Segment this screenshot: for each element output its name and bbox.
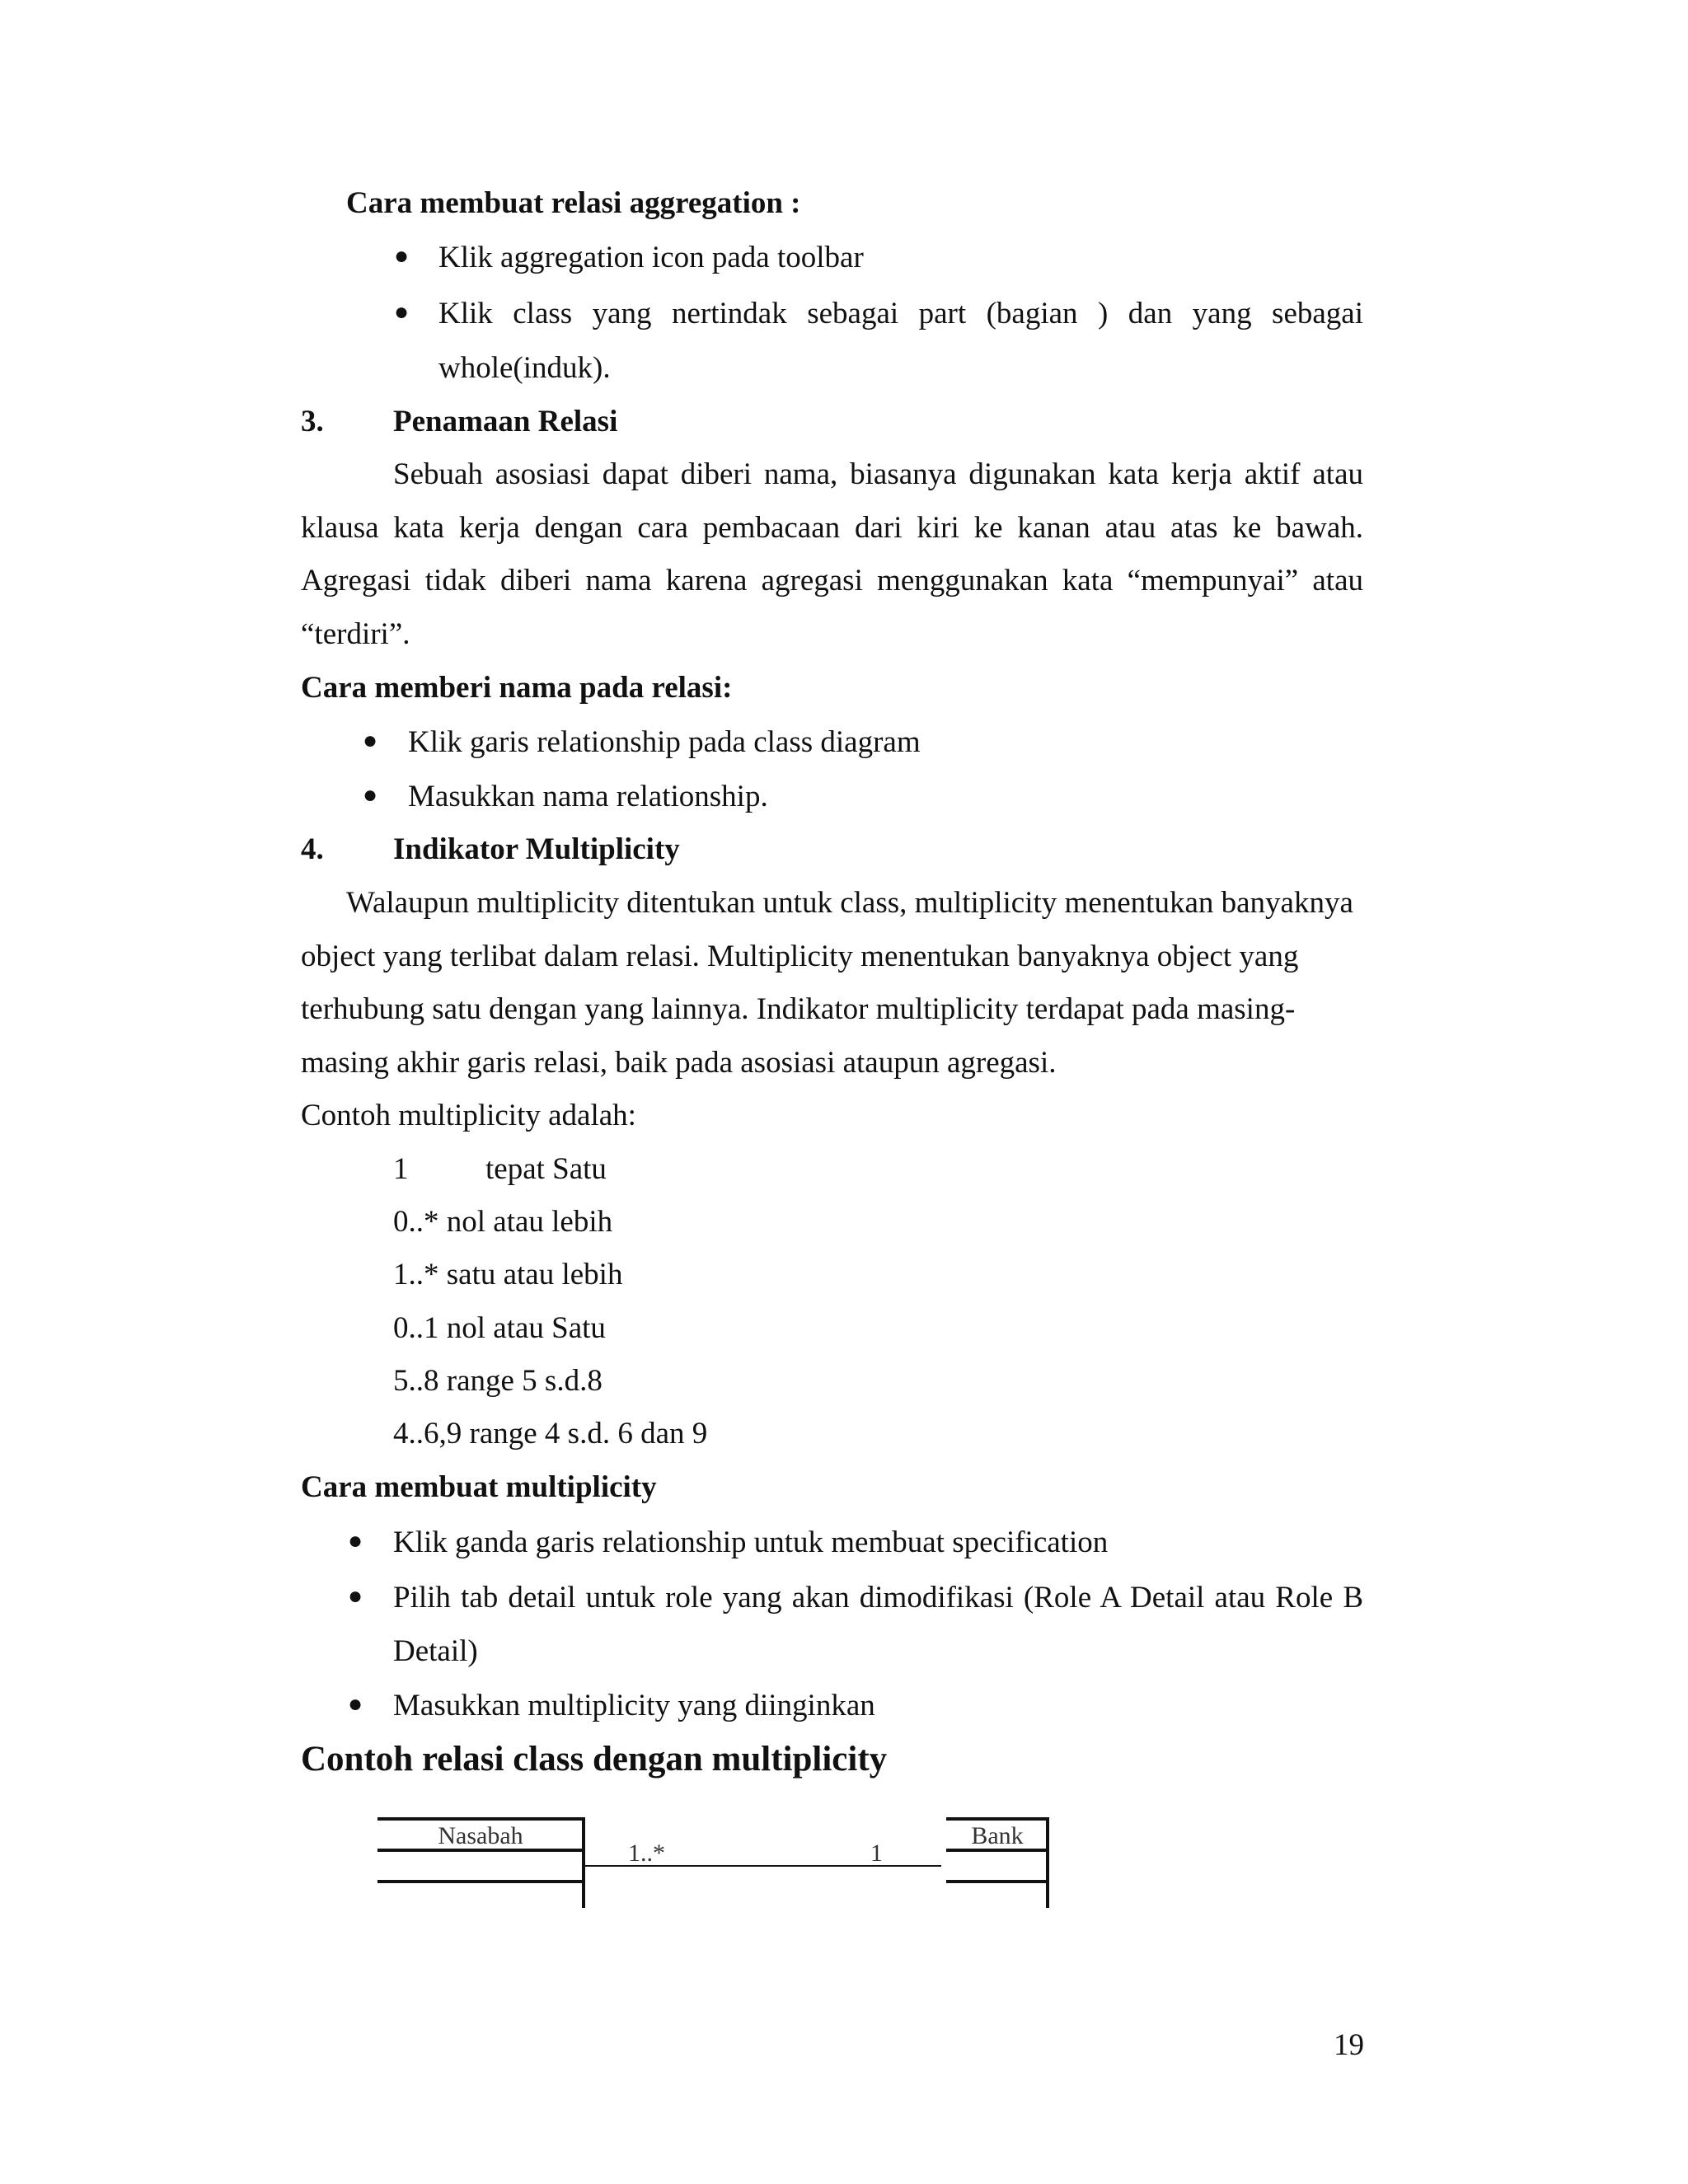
multiplicity-left: 1..* [628,1840,665,1867]
naming-bullet-2: Masukkan nama relationship. [408,780,768,813]
example-code: 5..8 [393,1364,439,1398]
example-heading: Contoh relasi class dengan multiplicity [301,1740,888,1779]
bullet-icon: ● [363,781,378,808]
naming-heading: Cara memberi nama pada relasi: [301,671,733,705]
example-item [393,1418,707,1449]
section-4-title: Indikator Multiplicity [393,832,680,866]
example-code: 1..* [393,1258,439,1291]
example-code: 1 [393,1152,409,1186]
example-code: 4..6,9 [393,1417,462,1451]
example-desc: nol atau lebih [446,1205,613,1239]
section-4-para-line-2: object yang terlibat dalam relasi. Multiplicity menentukan banyaknya object yang [301,940,1299,973]
make-multiplicity-bullet-1: Klik ganda garis relationship untuk membuat specification [393,1526,1109,1559]
example-item [393,1366,603,1396]
section-4-para-line-4: masing akhir garis relasi, baik pada asosiasi ataupun agregasi. [301,1046,1057,1080]
make-multiplicity-bullet-2-line-2: Detail) [393,1634,478,1668]
example-code: 0..* [393,1205,439,1239]
section-3-para-line-1: Sebuah asosiasi dapat diberi nama, biasanya digunakan kata kerja aktif atau [393,457,1363,491]
section-4-para-line-1: Walaupun multiplicity ditentukan untuk class, multiplicity menentukan banyaknya [346,886,1353,920]
example-code: 0..1 [393,1311,439,1345]
class-name-left: Nasabah [438,1822,523,1849]
make-multiplicity-bullet-3: Masukkan multiplicity yang diinginkan [393,1689,875,1722]
bullet-icon: ● [348,1690,363,1718]
section-3-para-line-3: Agregasi tidak diberi nama karena agregasi menggunakan kata “mempunyai” atau [301,564,1363,598]
class-box-bank [946,1819,1049,1908]
multiplicity-right: 1 [870,1840,883,1867]
bullet-icon: ● [348,1527,363,1554]
example-desc: range 4 s.d. 6 dan 9 [469,1417,708,1451]
aggregation-bullet-2-line-1: Klik class yang nertindak sebagai part (bagian ) dan yang sebagai [438,297,1363,330]
naming-bullet-1: Klik garis relationship pada class diagram [408,725,921,759]
make-multiplicity-heading: Cara membuat multiplicity [301,1470,657,1504]
example-item [393,1207,612,1237]
section-4-number: 4. [301,832,324,866]
section-4-para-line-3: terhubung satu dengan yang lainnya. Indikator multiplicity terdapat pada masing- [301,992,1296,1026]
class-diagram [371,1813,1063,1912]
class-box-nasabah [377,1819,585,1908]
make-multiplicity-bullet-2-line-1: Pilih tab detail untuk role yang akan dimodifikasi (Role A Detail atau Role B [393,1581,1363,1615]
bullet-icon: ● [394,242,410,269]
aggregation-bullet-1: Klik aggregation icon pada toolbar [438,241,864,274]
section-3-number: 3. [301,405,324,438]
example-desc: satu atau lebih [446,1258,623,1291]
example-desc: tepat Satu [485,1152,607,1186]
section-3-title: Penamaan Relasi [393,405,618,438]
section-3-para-line-4: “terdiri”. [301,617,410,651]
example-item [393,1313,606,1343]
example-item [393,1259,622,1290]
section-3-para-line-2: klausa kata kerja dengan cara pembacaan dari kiri ke kanan atau atas ke bawah. [301,511,1363,545]
bullet-icon: ● [348,1582,363,1610]
examples-intro: Contoh multiplicity adalah: [301,1099,636,1132]
aggregation-heading: Cara membuat relasi aggregation : [346,186,801,220]
aggregation-bullet-2-line-2: whole(induk). [438,351,611,385]
bullet-icon: ● [394,298,410,326]
example-desc: nol atau Satu [446,1311,606,1345]
class-name-right: Bank [971,1822,1024,1849]
example-desc: range 5 s.d.8 [446,1364,603,1398]
page-number: 19 [1334,2028,1364,2062]
bullet-icon: ● [363,727,378,754]
